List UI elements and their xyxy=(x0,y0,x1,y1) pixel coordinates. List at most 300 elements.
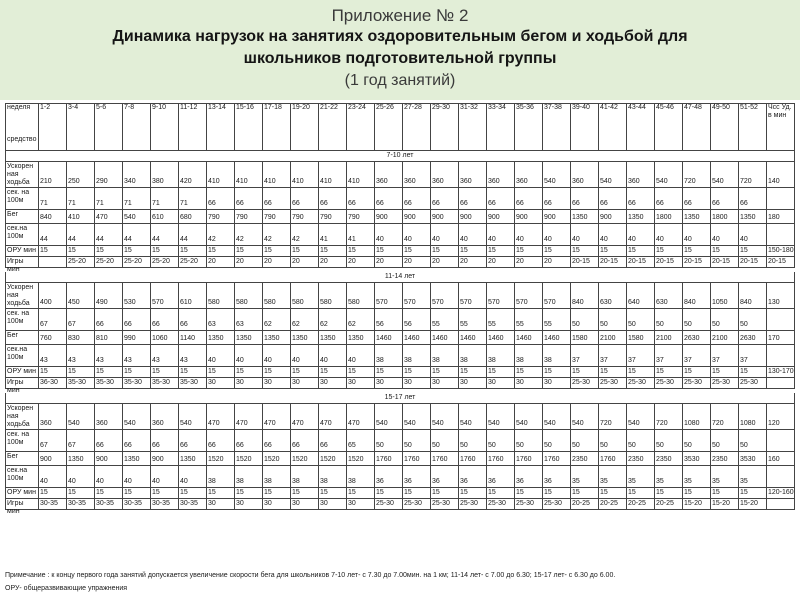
table-cell: 15 xyxy=(711,367,739,378)
row-label: сек.на 100м xyxy=(5,466,39,488)
table-cell: 470 xyxy=(207,404,235,430)
table-cell: 530 xyxy=(123,283,151,309)
row-label: Игры мин xyxy=(5,499,39,510)
table-cell: 1760 xyxy=(515,452,543,466)
table-cell: 66 xyxy=(179,309,207,331)
table-cell: 66 xyxy=(95,430,123,452)
table-cell: 540 xyxy=(627,404,655,430)
table-cell: 20-15 xyxy=(571,257,599,268)
table-cell: 15 xyxy=(543,246,571,257)
heart-rate-cell xyxy=(767,378,795,389)
week-header: 43-44 xyxy=(627,103,655,151)
table-cell: 580 xyxy=(235,283,263,309)
table-cell: 25-30 xyxy=(627,378,655,389)
table-cell: 570 xyxy=(459,283,487,309)
table-cell: 15 xyxy=(571,246,599,257)
table-cell: 38 xyxy=(375,345,403,367)
table-cell: 15 xyxy=(151,488,179,499)
row-label: сек.на 100м xyxy=(5,224,39,246)
table-cell: 35 xyxy=(571,466,599,488)
table-cell: 36-30 xyxy=(39,378,67,389)
table-cell: 900 xyxy=(515,210,543,224)
table-cell: 50 xyxy=(655,430,683,452)
table-cell: 2350 xyxy=(571,452,599,466)
table-cell: 1760 xyxy=(459,452,487,466)
table-cell: 25-30 xyxy=(515,499,543,510)
table-cell: 540 xyxy=(375,404,403,430)
table-cell: 30-35 xyxy=(67,499,95,510)
table-cell: 540 xyxy=(459,404,487,430)
table-cell: 540 xyxy=(543,162,571,188)
table-cell: 62 xyxy=(347,309,375,331)
table-cell: 40 xyxy=(627,224,655,246)
appendix-label: Приложение № 2 xyxy=(331,6,469,25)
table-cell: 50 xyxy=(739,309,767,331)
table-cell: 2350 xyxy=(711,452,739,466)
table-cell: 35-30 xyxy=(95,378,123,389)
table-cell: 1350 xyxy=(319,331,347,345)
table-cell: 20 xyxy=(347,257,375,268)
table-cell: 20-15 xyxy=(599,257,627,268)
table-cell: 790 xyxy=(319,210,347,224)
table-cell: 15 xyxy=(683,488,711,499)
row-label: Ускорен ная ходьба xyxy=(5,404,39,430)
table-cell: 38 xyxy=(487,345,515,367)
table-cell: 40 xyxy=(179,466,207,488)
week-header: 23-24 xyxy=(347,103,375,151)
table-cell: 44 xyxy=(67,224,95,246)
table-cell: 50 xyxy=(487,430,515,452)
table-cell: 720 xyxy=(599,404,627,430)
table-cell: 66 xyxy=(403,188,431,210)
table-cell xyxy=(39,257,67,268)
table-cell: 40 xyxy=(487,224,515,246)
table-cell: 410 xyxy=(347,162,375,188)
table-cell: 15 xyxy=(403,246,431,257)
table-cell: 40 xyxy=(655,224,683,246)
table-cell: 1760 xyxy=(599,452,627,466)
table-cell: 40 xyxy=(683,224,711,246)
table-cell: 1140 xyxy=(179,331,207,345)
table-cell: 1760 xyxy=(487,452,515,466)
table-cell: 66 xyxy=(235,188,263,210)
table-cell: 35 xyxy=(627,466,655,488)
table-cell: 66 xyxy=(291,430,319,452)
table-cell: 15 xyxy=(739,367,767,378)
table-cell: 1460 xyxy=(375,331,403,345)
week-header: 35-36 xyxy=(515,103,543,151)
table-cell: 900 xyxy=(543,210,571,224)
table-cell: 30 xyxy=(487,378,515,389)
table-cell: 62 xyxy=(291,309,319,331)
table-cell: 790 xyxy=(263,210,291,224)
table-cell: 900 xyxy=(487,210,515,224)
table-cell: 1460 xyxy=(487,331,515,345)
table-cell: 40 xyxy=(291,345,319,367)
heart-rate-cell xyxy=(767,224,795,246)
table-cell: 2350 xyxy=(627,452,655,466)
table-cell: 15 xyxy=(515,246,543,257)
table-cell: 15 xyxy=(207,246,235,257)
table-cell: 20 xyxy=(431,257,459,268)
table-cell: 1520 xyxy=(207,452,235,466)
table-cell: 1460 xyxy=(403,331,431,345)
week-header: 39-40 xyxy=(571,103,599,151)
table-cell: 15 xyxy=(403,367,431,378)
table-cell: 570 xyxy=(431,283,459,309)
heart-rate-cell: 170 xyxy=(767,331,795,345)
week-header: 9-10 xyxy=(151,103,179,151)
table-cell: 20-15 xyxy=(739,257,767,268)
table-cell: 1350 xyxy=(263,331,291,345)
table-cell: 630 xyxy=(599,283,627,309)
table-cell: 490 xyxy=(95,283,123,309)
row-label: ОРУ мин xyxy=(5,488,39,499)
table-cell: 15 xyxy=(95,488,123,499)
table-cell: 470 xyxy=(263,404,291,430)
table-cell: 66 xyxy=(151,430,179,452)
table-cell: 50 xyxy=(683,309,711,331)
section-title: 7-10 лет xyxy=(5,151,795,162)
table-cell: 36 xyxy=(431,466,459,488)
table-cell: 360 xyxy=(431,162,459,188)
table-cell: 340 xyxy=(123,162,151,188)
table-cell: 580 xyxy=(207,283,235,309)
table-cell: 20-15 xyxy=(683,257,711,268)
table-cell: 66 xyxy=(571,188,599,210)
table-cell: 540 xyxy=(711,162,739,188)
table-cell: 42 xyxy=(207,224,235,246)
table-cell: 1350 xyxy=(291,331,319,345)
week-header: 31-32 xyxy=(459,103,487,151)
table-cell: 1350 xyxy=(627,210,655,224)
table-cell: 56 xyxy=(375,309,403,331)
table-cell: 25-30 xyxy=(655,378,683,389)
row-label: сек. на 100м xyxy=(5,188,39,210)
table-cell: 15 xyxy=(543,488,571,499)
table-cell: 360 xyxy=(459,162,487,188)
table-cell: 15 xyxy=(235,246,263,257)
table-cell: 15 xyxy=(375,367,403,378)
table-cell: 580 xyxy=(263,283,291,309)
table-cell: 540 xyxy=(599,162,627,188)
table-cell: 30 xyxy=(235,499,263,510)
table-cell: 20-15 xyxy=(655,257,683,268)
table-cell: 360 xyxy=(487,162,515,188)
table-cell: 15 xyxy=(599,246,627,257)
table-cell: 640 xyxy=(627,283,655,309)
table-cell: 15 xyxy=(683,367,711,378)
table-cell: 44 xyxy=(123,224,151,246)
table-cell: 50 xyxy=(571,430,599,452)
table-cell: 15 xyxy=(487,488,515,499)
table-cell: 67 xyxy=(67,309,95,331)
table-cell: 41 xyxy=(347,224,375,246)
table-cell: 790 xyxy=(291,210,319,224)
table-cell: 1350 xyxy=(571,210,599,224)
table-cell: 15 xyxy=(515,367,543,378)
table-cell: 15 xyxy=(235,367,263,378)
table-cell: 15 xyxy=(403,488,431,499)
row-label: Бег xyxy=(5,210,39,224)
table-cell: 71 xyxy=(67,188,95,210)
table-cell: 420 xyxy=(179,162,207,188)
table-cell: 15 xyxy=(319,488,347,499)
table-cell: 67 xyxy=(39,309,67,331)
table-cell: 40 xyxy=(319,345,347,367)
table-cell: 30-35 xyxy=(39,499,67,510)
table-cell: 40 xyxy=(431,224,459,246)
table-cell: 50 xyxy=(543,430,571,452)
table-cell: 630 xyxy=(655,283,683,309)
table-cell: 30 xyxy=(403,378,431,389)
table-cell: 44 xyxy=(39,224,67,246)
table-cell: 38 xyxy=(263,466,291,488)
table-cell: 50 xyxy=(683,430,711,452)
table-cell: 3530 xyxy=(683,452,711,466)
section-title: 15-17 лет xyxy=(5,393,795,404)
table-cell: 2100 xyxy=(711,331,739,345)
table-cell: 15 xyxy=(347,488,375,499)
week-header: 11-12 xyxy=(179,103,207,151)
table-cell: 66 xyxy=(263,188,291,210)
table-cell: 20-25 xyxy=(627,499,655,510)
table-cell: 15 xyxy=(487,246,515,257)
table-cell: 25-30 xyxy=(403,499,431,510)
table-cell: 41 xyxy=(319,224,347,246)
table-cell: 38 xyxy=(235,466,263,488)
table-cell: 610 xyxy=(151,210,179,224)
footnote: Примечание : к концу первого года занятий допускается увеличение скорости бега для школьников 7-10 лет- с 7.30 до 7.00мин. на 1 км; 11-14 лет- с 7.00 до 6.30; 15-17 лет- с 6.30 до 6.00. xyxy=(5,572,616,579)
table-cell: 20 xyxy=(291,257,319,268)
row-label: сек. на 100м xyxy=(5,430,39,452)
table-cell: 15 xyxy=(459,246,487,257)
table-cell: 30-35 xyxy=(179,499,207,510)
table-cell: 37 xyxy=(627,345,655,367)
table-cell: 1460 xyxy=(515,331,543,345)
table-cell: 62 xyxy=(319,309,347,331)
table-cell: 43 xyxy=(123,345,151,367)
table-cell: 38 xyxy=(515,345,543,367)
table-cell: 37 xyxy=(655,345,683,367)
table-cell: 30 xyxy=(347,499,375,510)
table-cell: 1080 xyxy=(739,404,767,430)
table-cell: 20-25 xyxy=(655,499,683,510)
table-cell: 15 xyxy=(291,367,319,378)
table-cell: 66 xyxy=(319,188,347,210)
table-cell: 50 xyxy=(459,430,487,452)
table-cell: 65 xyxy=(347,430,375,452)
week-header: 47-48 xyxy=(683,103,711,151)
table-cell: 15 xyxy=(319,367,347,378)
table-cell: 1460 xyxy=(543,331,571,345)
table-cell: 2100 xyxy=(599,331,627,345)
table-cell: 15 xyxy=(627,367,655,378)
table-cell: 20 xyxy=(319,257,347,268)
table-cell: 20 xyxy=(459,257,487,268)
row-label: Бег xyxy=(5,452,39,466)
table-cell: 720 xyxy=(711,404,739,430)
table-cell: 30 xyxy=(515,378,543,389)
table-cell: 15 xyxy=(179,246,207,257)
table-cell: 35 xyxy=(711,466,739,488)
table-cell: 66 xyxy=(599,188,627,210)
table-cell: 15 xyxy=(95,246,123,257)
table-cell: 50 xyxy=(711,309,739,331)
table-cell: 470 xyxy=(95,210,123,224)
table-cell: 38 xyxy=(291,466,319,488)
table-cell: 360 xyxy=(571,162,599,188)
table-cell: 20 xyxy=(263,257,291,268)
week-header: 33-34 xyxy=(487,103,515,151)
table-cell: 44 xyxy=(95,224,123,246)
table-cell: 40 xyxy=(95,466,123,488)
table-cell: 15 xyxy=(375,246,403,257)
table-cell: 15 xyxy=(431,246,459,257)
table-cell: 37 xyxy=(571,345,599,367)
table-cell: 40 xyxy=(711,224,739,246)
week-header: 21-22 xyxy=(319,103,347,151)
table-cell: 790 xyxy=(207,210,235,224)
table-cell: 63 xyxy=(235,309,263,331)
table-cell: 410 xyxy=(207,162,235,188)
table-cell: 15 xyxy=(67,246,95,257)
table-cell: 680 xyxy=(179,210,207,224)
week-header: 3-4 xyxy=(67,103,95,151)
table-cell: 15 xyxy=(627,246,655,257)
table-cell: 570 xyxy=(151,283,179,309)
table-cell: 360 xyxy=(515,162,543,188)
row-label: ОРУ мин xyxy=(5,246,39,257)
section-title: 11-14 лет xyxy=(5,272,795,283)
table-cell: 15 xyxy=(431,367,459,378)
table-cell: 43 xyxy=(179,345,207,367)
table-cell: 210 xyxy=(39,162,67,188)
table-cell: 66 xyxy=(95,309,123,331)
table-cell: 15-20 xyxy=(683,499,711,510)
table-cell: 25-30 xyxy=(711,378,739,389)
heart-rate-cell xyxy=(767,466,795,488)
table-cell: 15 xyxy=(39,367,67,378)
table-cell: 55 xyxy=(431,309,459,331)
table-cell: 71 xyxy=(123,188,151,210)
table-cell: 40 xyxy=(599,224,627,246)
row-label: Игры мин xyxy=(5,257,39,268)
table-cell: 71 xyxy=(39,188,67,210)
week-header: 45-46 xyxy=(655,103,683,151)
table-cell: 20 xyxy=(235,257,263,268)
table-cell: 570 xyxy=(543,283,571,309)
week-header: 5-6 xyxy=(95,103,123,151)
table-cell: 15 xyxy=(543,367,571,378)
header-label-cell xyxy=(5,103,39,151)
table-cell: 40 xyxy=(39,466,67,488)
week-label: неделя xyxy=(7,104,31,111)
row-label: сек. на 100м xyxy=(5,309,39,331)
table-cell: 30 xyxy=(291,499,319,510)
table-cell: 66 xyxy=(375,188,403,210)
table-cell: 42 xyxy=(235,224,263,246)
heart-rate-cell: 120 xyxy=(767,404,795,430)
table-cell: 30-35 xyxy=(95,499,123,510)
table-cell: 66 xyxy=(235,430,263,452)
table-cell: 50 xyxy=(627,309,655,331)
table-cell: 15 xyxy=(151,367,179,378)
table-cell: 20-15 xyxy=(711,257,739,268)
table-cell: 43 xyxy=(39,345,67,367)
table-cell: 15 xyxy=(599,367,627,378)
table-cell: 66 xyxy=(319,430,347,452)
table-cell: 36 xyxy=(487,466,515,488)
table-cell: 40 xyxy=(67,466,95,488)
table-cell: 15 xyxy=(263,246,291,257)
table-cell: 900 xyxy=(151,452,179,466)
table-cell: 15 xyxy=(487,367,515,378)
row-label: Ускорен ная ходьба xyxy=(5,162,39,188)
subtitle: (1 год занятий) xyxy=(344,72,456,89)
table-cell: 540 xyxy=(123,404,151,430)
table-cell: 62 xyxy=(263,309,291,331)
load-table xyxy=(5,103,795,573)
table-cell: 66 xyxy=(263,430,291,452)
table-cell: 15-20 xyxy=(739,499,767,510)
table-cell: 15 xyxy=(571,488,599,499)
table-cell: 40 xyxy=(459,224,487,246)
heart-rate-cell: 120-160 xyxy=(767,488,795,499)
table-cell: 15 xyxy=(347,367,375,378)
table-cell: 35-30 xyxy=(67,378,95,389)
table-cell: 30 xyxy=(543,378,571,389)
heart-rate-cell: 180 xyxy=(767,210,795,224)
table-cell: 290 xyxy=(95,162,123,188)
row-label: Бег xyxy=(5,331,39,345)
table-cell: 900 xyxy=(431,210,459,224)
table-cell: 2100 xyxy=(655,331,683,345)
table-cell: 15 xyxy=(263,488,291,499)
footnote-abbreviation: ОРУ- общеразвивающие упражнения xyxy=(5,585,128,592)
table-cell: 38 xyxy=(207,466,235,488)
table-cell: 50 xyxy=(403,430,431,452)
table-cell: 36 xyxy=(403,466,431,488)
table-cell: 36 xyxy=(543,466,571,488)
heart-rate-cell: 130-170 xyxy=(767,367,795,378)
table-cell: 540 xyxy=(179,404,207,430)
table-cell: 63 xyxy=(207,309,235,331)
table-cell: 25-30 xyxy=(571,378,599,389)
table-cell: 540 xyxy=(67,404,95,430)
table-cell: 15 xyxy=(319,246,347,257)
table-cell: 40 xyxy=(151,466,179,488)
table-cell: 40 xyxy=(515,224,543,246)
table-cell: 410 xyxy=(319,162,347,188)
table-cell: 470 xyxy=(291,404,319,430)
table-cell: 830 xyxy=(67,331,95,345)
row-label: ОРУ мин xyxy=(5,367,39,378)
table-cell: 44 xyxy=(179,224,207,246)
table-cell: 990 xyxy=(123,331,151,345)
table-cell: 790 xyxy=(347,210,375,224)
table-cell: 1760 xyxy=(375,452,403,466)
table-cell: 20-15 xyxy=(627,257,655,268)
table-cell: 15 xyxy=(627,488,655,499)
table-cell: 720 xyxy=(683,162,711,188)
table-cell: 15 xyxy=(739,488,767,499)
heart-rate-cell xyxy=(767,309,795,331)
table-cell: 15 xyxy=(179,488,207,499)
table-cell: 15 xyxy=(655,488,683,499)
table-cell: 470 xyxy=(347,404,375,430)
table-cell: 15 xyxy=(67,488,95,499)
